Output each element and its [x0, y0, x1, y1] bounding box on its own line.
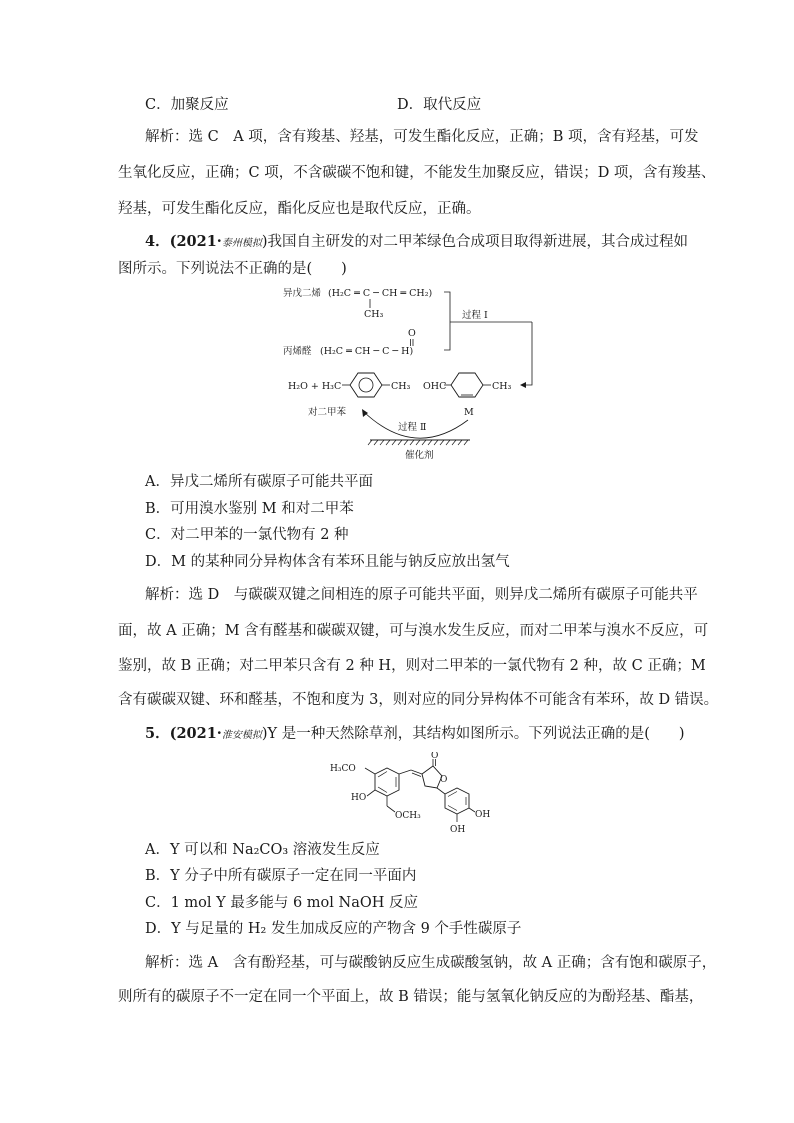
isoprene-label: 异戊二烯: [283, 288, 322, 299]
q4-option-b: B．可用溴水鉴别 M 和对二甲苯: [145, 501, 354, 517]
synthesis-diagram: [280, 282, 560, 464]
hydroxy-right: OH: [475, 810, 491, 820]
q5-stem-text: )Y 是一种天然除草剂，其结构如图所示。下列说法正确的是( ): [261, 726, 685, 742]
isoprene-methyl: CH₃: [364, 309, 384, 320]
methoxy-top: H₃CO: [330, 764, 356, 774]
m-aldehyde-group: OHC: [423, 381, 447, 392]
q5-source: 淮安模拟: [221, 730, 262, 741]
option-d-substitution: D．取代反应: [397, 97, 482, 113]
acrolein-carbonyl-o: O: [408, 328, 416, 339]
q4-analysis-line4: 含有碳碳双键、环和醛基，不饱和度为 3，则对应的同分异构体不可能含有苯环，故 D 错误。: [118, 692, 719, 708]
q4-year: (2021·: [169, 233, 222, 250]
q4-option-c: C．对二甲苯的一氯代物有 2 种: [145, 527, 349, 543]
q4-number: 4．: [145, 233, 170, 250]
analysis3-line3: 羟基，可发生酯化反应，酯化反应也是取代反应，正确。: [118, 201, 481, 217]
isoprene-formula: (H₂C ═ C ─ CH ═ CH₂): [328, 288, 433, 299]
q4-analysis-line2: 面，故 A 正确；M 含有醛基和碳碳双键，可与溴水发生反应，而对二甲苯与溴水不反应，可: [118, 623, 709, 639]
process-1-label: 过程 Ⅰ: [462, 310, 488, 321]
q4-source: 泰州模拟: [221, 238, 262, 249]
m-methyl: CH₃: [492, 381, 512, 392]
analysis3-line2: 生氧化反应，正确；C 项，不含碳碳不饱和键，不能发生加聚反应，错误；D 项，含有羧基、: [118, 165, 716, 181]
q5-option-a: A．Y 可以和 Na₂CO₃ 溶液发生反应: [145, 842, 380, 858]
q5-year: (2021·: [169, 725, 222, 742]
q5-analysis-line1: 解析：选 A 含有酚羟基，可与碳酸钠反应生成碳酸氢钠，故 A 正确；含有饱和碳原子，: [145, 955, 717, 971]
q4-option-d: D．M 的某种同分异构体含有苯环且能与钠反应放出氢气: [145, 554, 510, 570]
q4-option-a: A．异戊二烯所有碳原子可能共平面: [145, 474, 373, 490]
q4-stem-line1: [145, 232, 688, 254]
methoxy-bottom: OCH₃: [395, 811, 421, 821]
compound-y-structure: [325, 752, 500, 834]
left-product-h2o-methyl: H₂O + H₃C: [288, 381, 342, 392]
acrolein-formula: (H₂C ═ CH ─ C ─ H): [320, 346, 414, 357]
q4-analysis-line3: 鉴别，故 B 正确；对二甲苯只含有 2 种 H，则对二甲苯的一氯代物有 2 种，故 C 正确；M: [118, 658, 706, 674]
q4-stem-text: )我国自主研发的对二甲苯绿色合成项目取得新进展，其合成过程如: [261, 234, 689, 250]
paraxylene-label: 对二甲苯: [308, 407, 347, 418]
hydroxy-left: HO: [351, 793, 367, 803]
process-2-label: 过程 Ⅱ: [398, 422, 427, 433]
q5-analysis-line2: 则所有的碳原子不一定在同一个平面上，故 B 错误；能与氢氧化钠反应的为酚羟基、酯基，: [118, 989, 704, 1005]
q4-stem-line2: 图所示。下列说法不正确的是( ): [118, 261, 347, 277]
lactone-ring-o: O: [440, 775, 448, 785]
q5-number: 5．: [145, 725, 170, 742]
left-product-methyl: CH₃: [391, 381, 411, 392]
q5-option-d: D．Y 与足量的 H₂ 发生加成反应的产物含 9 个手性碳原子: [145, 921, 522, 937]
lactone-carbonyl-o: O: [431, 752, 439, 761]
hydroxy-bottom: OH: [450, 825, 466, 834]
acrolein-label: 丙烯醛: [283, 346, 312, 357]
analysis3-line1: 解析：选 C A 项，含有羧基、羟基，可发生酯化反应，正确；B 项，含有羟基，可发: [145, 129, 699, 145]
catalyst-label: 催化剂: [405, 450, 434, 461]
q5-stem: [145, 724, 685, 746]
q5-option-c: C．1 mol Y 最多能与 6 mol NaOH 反应: [145, 895, 418, 911]
option-c-addition-polymerization: C．加聚反应: [145, 97, 229, 113]
m-label: M: [464, 407, 474, 418]
q4-analysis-line1: 解析：选 D 与碳碳双键之间相连的原子可能共平面，则异戊二烯所有碳原子可能共平: [145, 587, 698, 603]
q5-option-b: B．Y 分子中所有碳原子一定在同一平面内: [145, 868, 417, 884]
